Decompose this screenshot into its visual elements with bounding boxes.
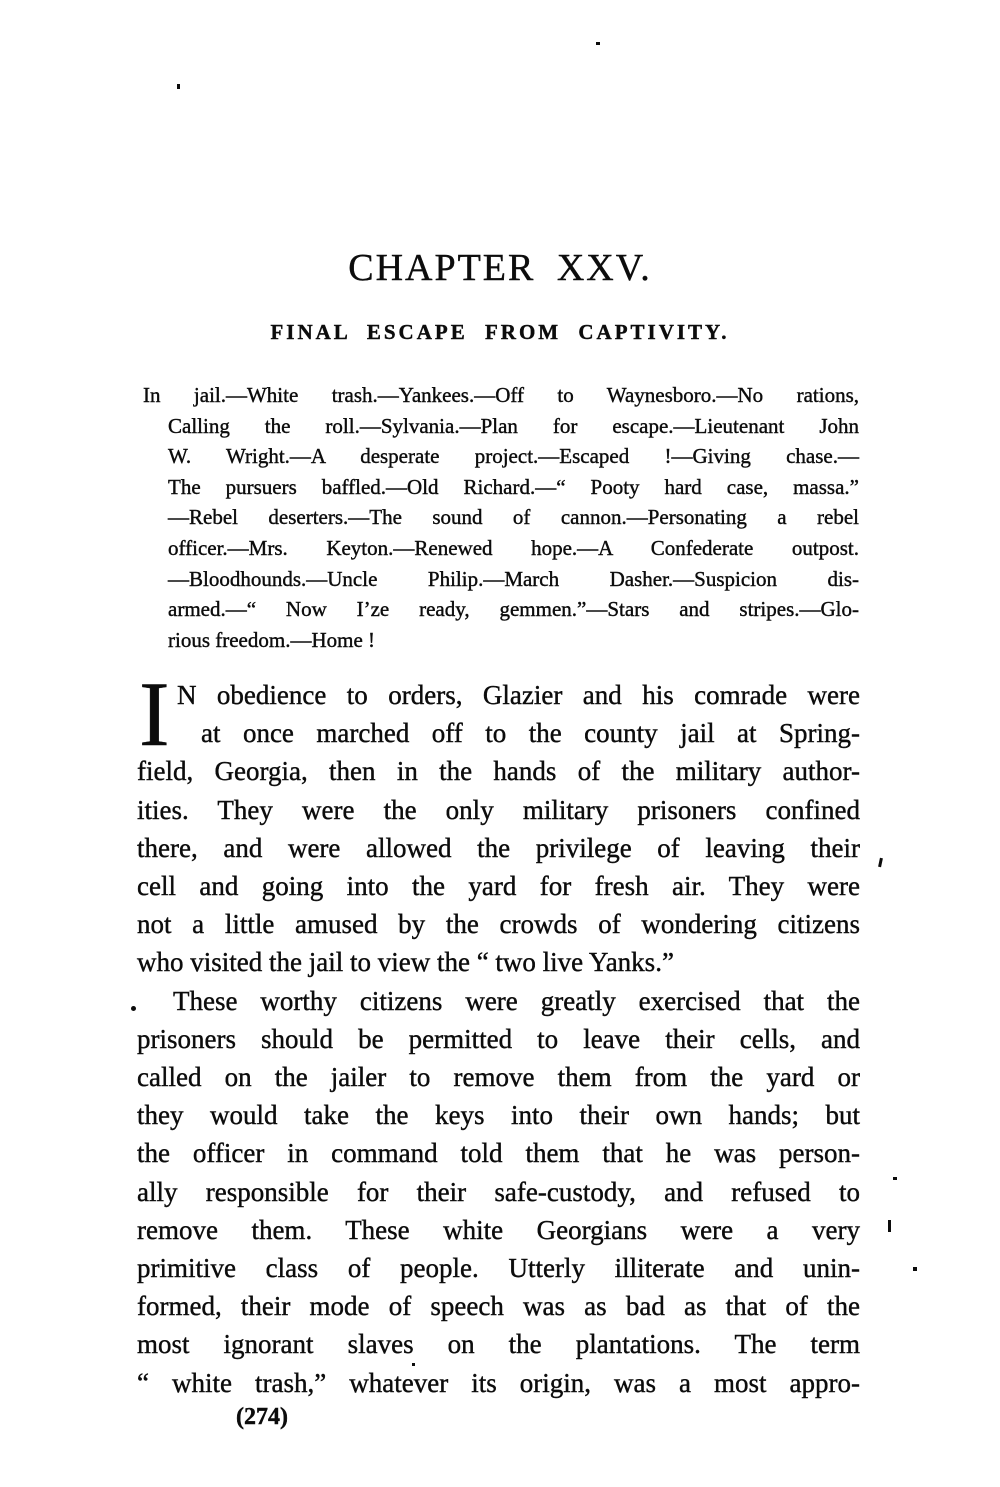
body-line: most ignorant slaves on the plantations. The term <box>137 1329 860 1360</box>
scan-speck <box>177 84 180 89</box>
body-line: These worthy citizens were greatly exercised that the <box>173 985 860 1016</box>
body-line: N obedience to orders, Glazier and his comrade were <box>177 680 860 710</box>
synopsis-line: In jail.—White trash.—Yankees.—Off to Waynesboro.—No rations, <box>143 383 859 407</box>
body-line: formed, their mode of speech was as bad as that of the <box>137 1291 860 1322</box>
synopsis-line: Calling the roll.—Sylvania.—Plan for escape.—Lieutenant John <box>168 413 859 438</box>
page-number: (274) <box>236 1404 288 1430</box>
body-line: at once marched off to the county jail at Spring- <box>201 718 860 749</box>
body-line: remove them. These white Georgians were a very <box>137 1214 860 1245</box>
chapter-subtitle: FINAL ESCAPE FROM CAPTIVITY. <box>270 320 730 344</box>
scan-speck <box>878 858 883 867</box>
body-line: cell and going into the yard for fresh air. They were <box>137 871 860 902</box>
body-line: not a little amused by the crowds of wondering citizens <box>137 909 860 940</box>
synopsis-line: rious freedom.—Home ! <box>168 627 376 652</box>
body-line: ally responsible for their safe-custody, and refused to <box>137 1176 860 1207</box>
synopsis-line: —Rebel deserters.—The sound of cannon.—Personating a rebel <box>168 505 859 530</box>
body-line: primitive class of people. Utterly illiterate and unin- <box>137 1253 860 1284</box>
body-line: field, Georgia, then in the hands of the military author- <box>137 756 860 787</box>
synopsis-line: W. Wright.—A desperate project.—Escaped !—Giving chase.— <box>168 444 859 469</box>
body-line: ities. They were the only military prisoners confined <box>137 794 860 825</box>
scan-speck <box>913 1267 917 1271</box>
body-line: there, and were allowed the privilege of leaving their <box>137 832 860 863</box>
synopsis-line: —Bloodhounds.—Uncle Philip.—March Dasher.—Suspicion dis- <box>168 566 859 591</box>
scan-speck <box>131 1006 136 1011</box>
scan-speck <box>888 1220 891 1232</box>
body-line: the officer in command told them that he was person- <box>137 1138 860 1169</box>
synopsis-line: officer.—Mrs. Keyton.—Renewed hope.—A Confederate outpost. <box>168 535 859 560</box>
body-line: called on the jailer to remove them from the yard or <box>137 1062 860 1093</box>
body-line: who visited the jail to view the “ two live Yanks.” <box>137 947 674 978</box>
body-text <box>137 663 860 1402</box>
synopsis-line: The pursuers baffled.—Old Richard.—“ Pooty hard case, massa.” <box>168 474 859 499</box>
scan-speck <box>893 1177 897 1180</box>
body-line: they would take the keys into their own hands; but <box>137 1100 860 1131</box>
synopsis-line: armed.—“ Now I’ze ready, gemmen.”—Stars and stripes.—Glo- <box>168 597 859 622</box>
chapter-synopsis <box>143 380 859 655</box>
body-line: prisoners should be permitted to leave their cells, and <box>137 1023 860 1054</box>
body-line: “ white trash,” whatever its origin, was a most appro- <box>137 1367 860 1398</box>
chapter-title: CHAPTER XXV. <box>348 247 652 289</box>
drop-cap: I <box>139 663 170 765</box>
scan-speck <box>596 42 600 45</box>
